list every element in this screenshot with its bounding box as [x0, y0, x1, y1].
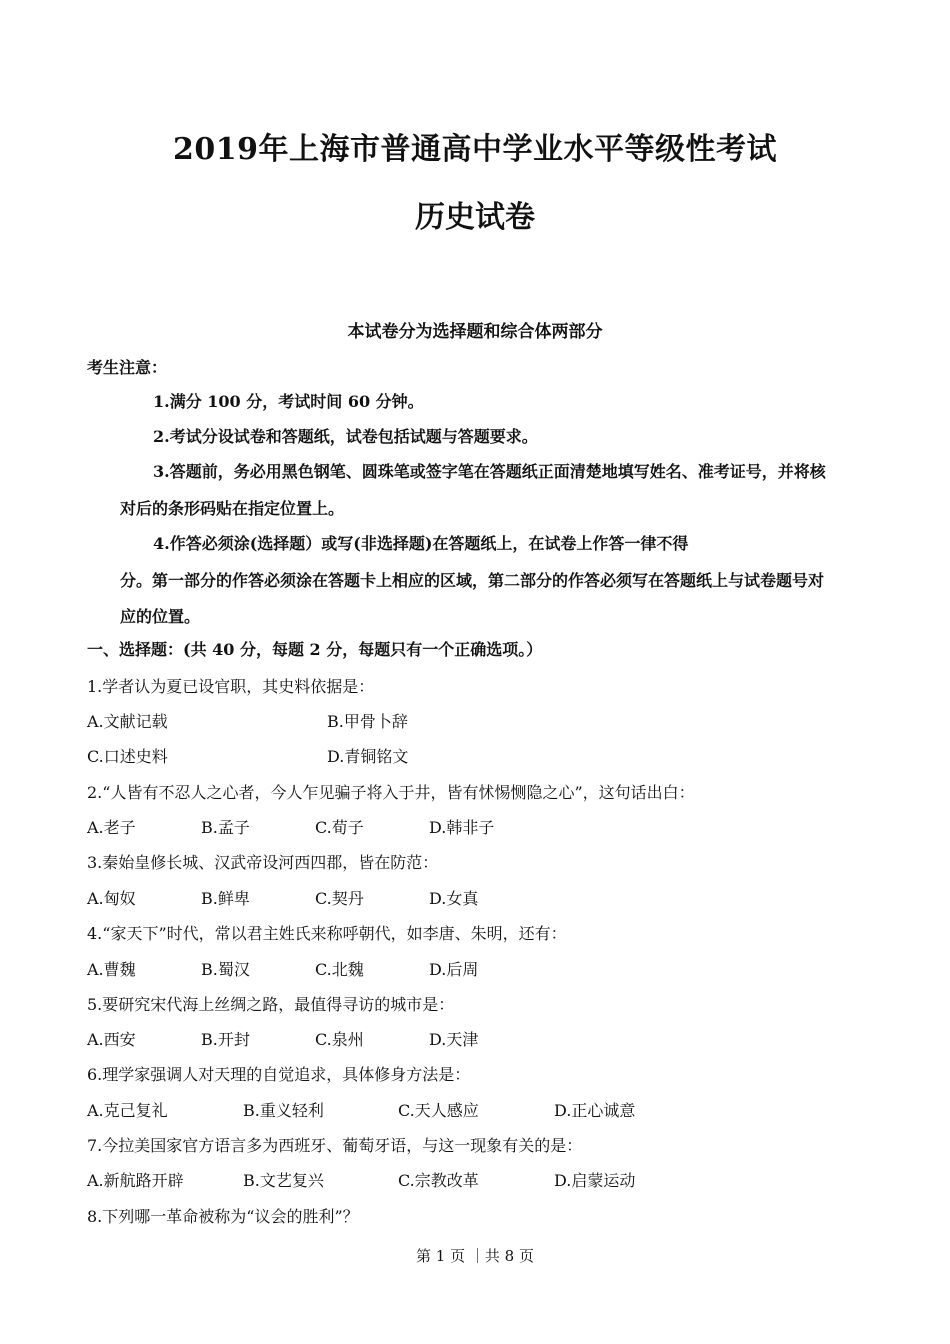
question-stem: 7.今拉美国家官方语言多为西班牙、葡萄牙语，与这一现象有关的是：: [87, 1136, 583, 1155]
question-stem: 8.下列哪一革命被称为“议会的胜利”？: [87, 1207, 359, 1226]
question-option: B.蜀汉: [201, 960, 250, 979]
notice-item-3-cont: 对后的条形码贴在指定位置上。: [120, 499, 345, 518]
notice-item-1: 1.满分 100 分，考试时间 60 分钟。: [153, 392, 424, 411]
question-option: A.匈奴: [87, 889, 136, 908]
question-option: B.甲骨卜辞: [327, 712, 408, 731]
question-option: C.天人感应: [398, 1101, 479, 1120]
question-stem: 5.要研究宋代海上丝绸之路，最值得寻访的城市是：: [87, 995, 455, 1014]
question-option: A.新航路开辟: [87, 1171, 184, 1190]
question-option: D.青铜铭文: [327, 747, 409, 766]
question-option: B.文艺复兴: [243, 1171, 324, 1190]
notice-item-4-cont: 分。第一部分的作答必须涂在答题卡上相应的区域，第二部分的作答必须写在答题纸上与试卷题号对: [120, 571, 825, 590]
notice-item-3: 3.答题前，务必用黑色钢笔、圆珠笔或签字笔在答题纸正面清楚地填写姓名、准考证号，并将核: [153, 462, 826, 481]
question-option: C.口述史料: [87, 747, 168, 766]
question-stem: 1.学者认为夏已设官职，其史料依据是：: [87, 677, 375, 696]
question-option: A.老子: [87, 818, 136, 837]
exam-title: 2019年上海市普通高中学业水平等级性考试: [173, 132, 777, 167]
question-option: D.韩非子: [429, 818, 495, 837]
notice-item-4-cont2: 应的位置。: [120, 607, 201, 626]
notice-item-2: 2.考试分设试卷和答题纸，试卷包括试题与答题要求。: [153, 427, 538, 446]
question-option: B.开封: [201, 1030, 250, 1049]
section-heading: 一、选择题：(共 40 分，每题 2 分，每题只有一个正确选项。）: [87, 640, 543, 659]
question-option: C.宗教改革: [398, 1171, 479, 1190]
question-option: B.孟子: [201, 818, 250, 837]
question-stem: 3.秦始皇修长城、汉武帝设河西四郡，皆在防范：: [87, 853, 439, 872]
notice-item-4: 4.作答必须涂(选择题）或写(非选择题)在答题纸上，在试卷上作答一律不得: [153, 534, 689, 553]
question-stem: 6.理学家强调人对天理的自觉追求，具体修身方法是：: [87, 1065, 471, 1084]
question-option: A.克己复礼: [87, 1101, 168, 1120]
question-option: B.重义轻利: [243, 1101, 324, 1120]
question-option: D.后周: [429, 960, 479, 979]
page-footer: 第 1 页 ｜共 8 页: [416, 1247, 534, 1265]
notice-heading: 考生注意：: [87, 358, 168, 377]
question-option: A.西安: [87, 1030, 136, 1049]
question-option: D.启蒙运动: [554, 1171, 636, 1190]
question-option: A.文献记载: [87, 712, 168, 731]
question-stem: 4.“家天下”时代，常以君主姓氏来称呼朝代，如李唐、朱明，还有：: [87, 924, 567, 943]
question-option: C.荀子: [315, 818, 364, 837]
exam-structure-note: 本试卷分为选择题和综合体两部分: [347, 322, 603, 342]
question-option: C.泉州: [315, 1030, 364, 1049]
question-option: C.契丹: [315, 889, 364, 908]
question-option: B.鲜卑: [201, 889, 250, 908]
question-option: A.曹魏: [87, 960, 136, 979]
question-option: C.北魏: [315, 960, 364, 979]
exam-subject-title: 历史试卷: [415, 200, 535, 235]
question-option: D.女真: [429, 889, 479, 908]
question-option: D.正心诚意: [554, 1101, 636, 1120]
question-stem: 2.“人皆有不忍人之心者，今人乍见骗子将入于井，皆有怵惕恻隐之心”，这句话出白：: [87, 783, 695, 802]
question-option: D.天津: [429, 1030, 479, 1049]
